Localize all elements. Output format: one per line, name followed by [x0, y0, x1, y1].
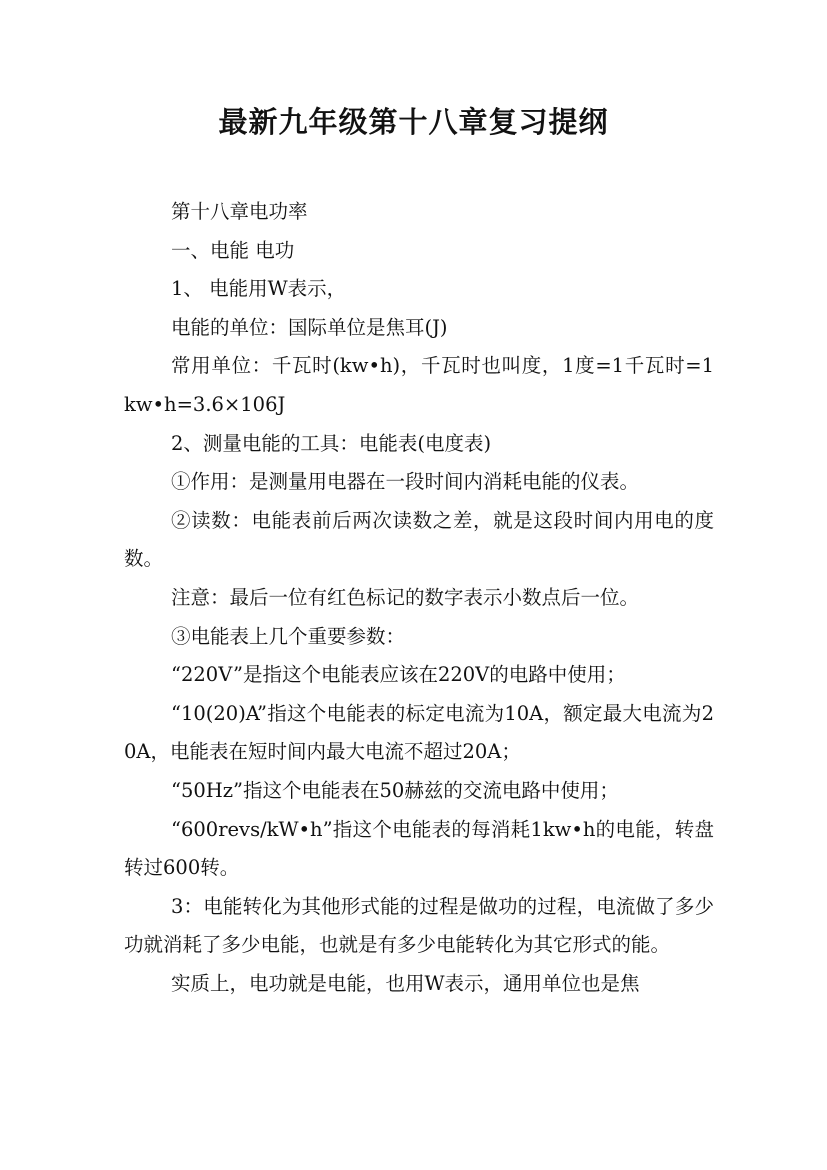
paragraph: “10(20)A”指这个电能表的标定电流为10A，额定最大电流为20A，电能表在短时间内最大电流不超过20A； — [124, 701, 714, 764]
paragraph: 1、 电能用W表示， — [171, 277, 347, 301]
paragraph: “50Hz”指这个电能表在50赫兹的交流电路中使用； — [171, 778, 619, 802]
paragraph: “600revs/kW•h”指这个电能表的每消耗1kw•h的电能，转盘转过600转。 — [124, 817, 714, 880]
paragraph: ①作用：是测量用电器在一段时间内消耗电能的仪表。 — [171, 470, 640, 494]
paragraph: 电能的单位：国际单位是焦耳(J) — [171, 315, 448, 339]
paragraph: ②读数：电能表前后两次读数之差，就是这段时间内用电的度数。 — [124, 508, 714, 571]
paragraph: 2、测量电能的工具：电能表(电度表) — [171, 431, 492, 455]
paragraph: 注意：最后一位有红色标记的数字表示小数点后一位。 — [171, 585, 640, 609]
document-title: 最新九年级第十八章复习提纲 — [218, 105, 609, 139]
section-heading: 一、电能 电功 — [171, 238, 295, 262]
paragraph: 常用单位：千瓦时(kw•h)，千瓦时也叫度，1度=1千瓦时=1 kw•h=3.6×106J — [124, 354, 714, 416]
paragraph: ③电能表上几个重要参数： — [171, 624, 406, 648]
chapter-heading: 第十八章电功率 — [171, 200, 308, 223]
paragraph: 3：电能转化为其他形式能的过程是做功的过程，电流做了多少功就消耗了多少电能，也就是有多少电能转化为其它形式的能。 — [124, 894, 714, 957]
paragraph: 实质上，电功就是电能，也用W表示，通用单位也是焦 — [171, 971, 640, 995]
paragraph: “220V”是指这个电能表应该在220V的电路中使用； — [171, 663, 626, 687]
document-body — [124, 193, 714, 1003]
